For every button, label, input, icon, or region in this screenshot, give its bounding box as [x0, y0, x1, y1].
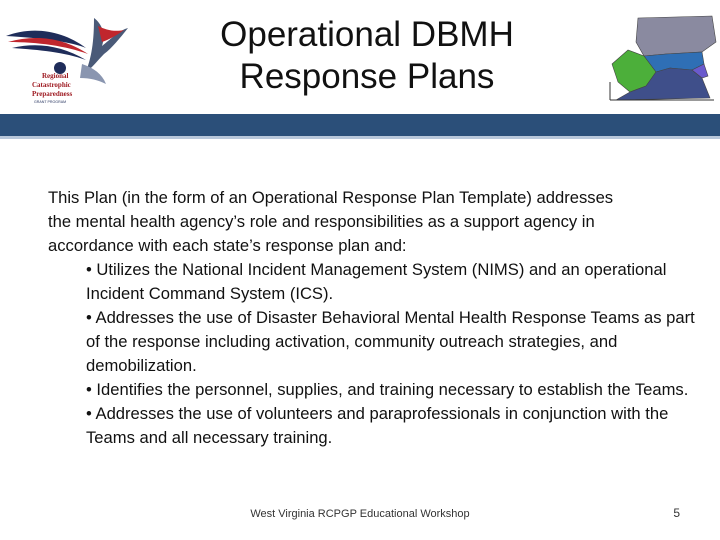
rcpgp-logo [2, 8, 142, 108]
bullet-item: • Identifies the personnel, supplies, and training necessary to establish the Teams. [86, 380, 689, 399]
header-band [0, 114, 720, 136]
title-line-2: Response Plans [239, 57, 495, 96]
page-title [150, 14, 584, 98]
intro-line: accordance with each state’s response plan and: [48, 236, 407, 255]
logo-line2: Catastrophic [32, 81, 71, 89]
logo-line3: Preparedness [32, 90, 73, 98]
footer-text: West Virginia RCPGP Educational Workshop [250, 508, 470, 520]
header-band-accent [0, 136, 720, 139]
intro-line: the mental health agency’s role and responsibilities as a support agency in [48, 212, 595, 231]
bullet-list [48, 258, 708, 450]
bullet-item: • Utilizes the National Incident Management System (NIMS) and an operational Incident Command System (ICS). [86, 260, 667, 303]
regional-map-icon [606, 12, 718, 104]
page-number: 5 [673, 506, 680, 520]
bullet-item: • Addresses the use of Disaster Behavioral Mental Health Response Teams as part of the response including activation, community outreach strategies, and demobilization. [86, 308, 695, 375]
intro-line: This Plan (in the form of an Operational Response Plan Template) addresses [48, 188, 614, 207]
title-line-1: Operational DBMH [220, 15, 514, 54]
logo-line4: GRANT PROGRAM [34, 100, 67, 104]
slide-body [48, 186, 708, 450]
bullet-item: • Addresses the use of volunteers and paraprofessionals in conjunction with the Teams and all necessary training. [86, 404, 669, 447]
logo-line1: Regional [42, 72, 69, 80]
